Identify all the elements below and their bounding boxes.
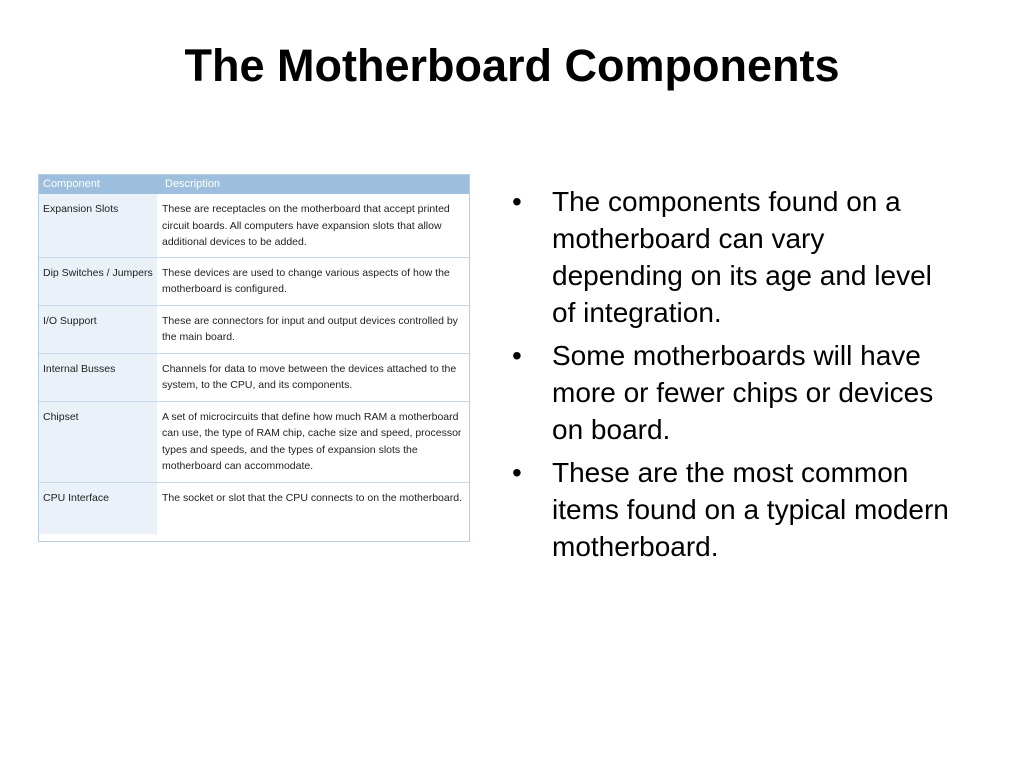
table-header-row <box>39 175 469 194</box>
components-table-image <box>38 174 470 542</box>
table-row <box>39 482 469 534</box>
bullet-list <box>510 183 950 571</box>
bullet-item <box>510 183 950 331</box>
bullet-text: Some motherboards will have more or fewer chips or devices on board. <box>552 340 934 445</box>
table-row <box>39 353 469 401</box>
bullet-marker: • <box>512 340 522 371</box>
table-row <box>39 194 469 257</box>
table-row <box>39 305 469 353</box>
table-cell-component: Dip Switches / Jumpers <box>39 257 157 305</box>
table-cell-description: These are receptacles on the motherboard that accept printed circuit boards. All computers have expansion slots that allow additional devices to be added. <box>157 194 469 257</box>
table-cell-description: Channels for data to move between the devices attached to the system, to the CPU, and its components. <box>157 353 469 401</box>
table-cell-component: Internal Busses <box>39 353 157 401</box>
table-row <box>39 401 469 482</box>
slide-title: The Motherboard Components <box>184 40 840 91</box>
bullet-item <box>510 337 950 448</box>
table-header-description: Description <box>157 175 469 194</box>
table-cell-component: Expansion Slots <box>39 194 157 257</box>
bullet-text: These are the most common items found on a typical modern motherboard. <box>552 457 949 562</box>
table-cell-description: The socket or slot that the CPU connects to on the motherboard. <box>157 482 469 534</box>
bullet-marker: • <box>512 186 522 217</box>
table-cell-description: These devices are used to change various aspects of how the motherboard is configured. <box>157 257 469 305</box>
table-cell-description: A set of microcircuits that define how much RAM a motherboard can use, the type of RAM chip, cache size and speed, processor types and speeds, and the types of expansion slots the motherboard can accommodate. <box>157 401 469 482</box>
table-cell-component: Chipset <box>39 401 157 482</box>
bullet-item <box>510 454 950 565</box>
bullet-marker: • <box>512 457 522 488</box>
table-row <box>39 257 469 305</box>
table-cell-component: I/O Support <box>39 305 157 353</box>
bullet-text: The components found on a motherboard can vary depending on its age and level of integration. <box>552 186 932 328</box>
components-table <box>39 175 469 534</box>
table-cell-description: These are connectors for input and output devices controlled by the main board. <box>157 305 469 353</box>
table-header-component: Component <box>39 175 157 194</box>
table-cell-component: CPU Interface <box>39 482 157 534</box>
